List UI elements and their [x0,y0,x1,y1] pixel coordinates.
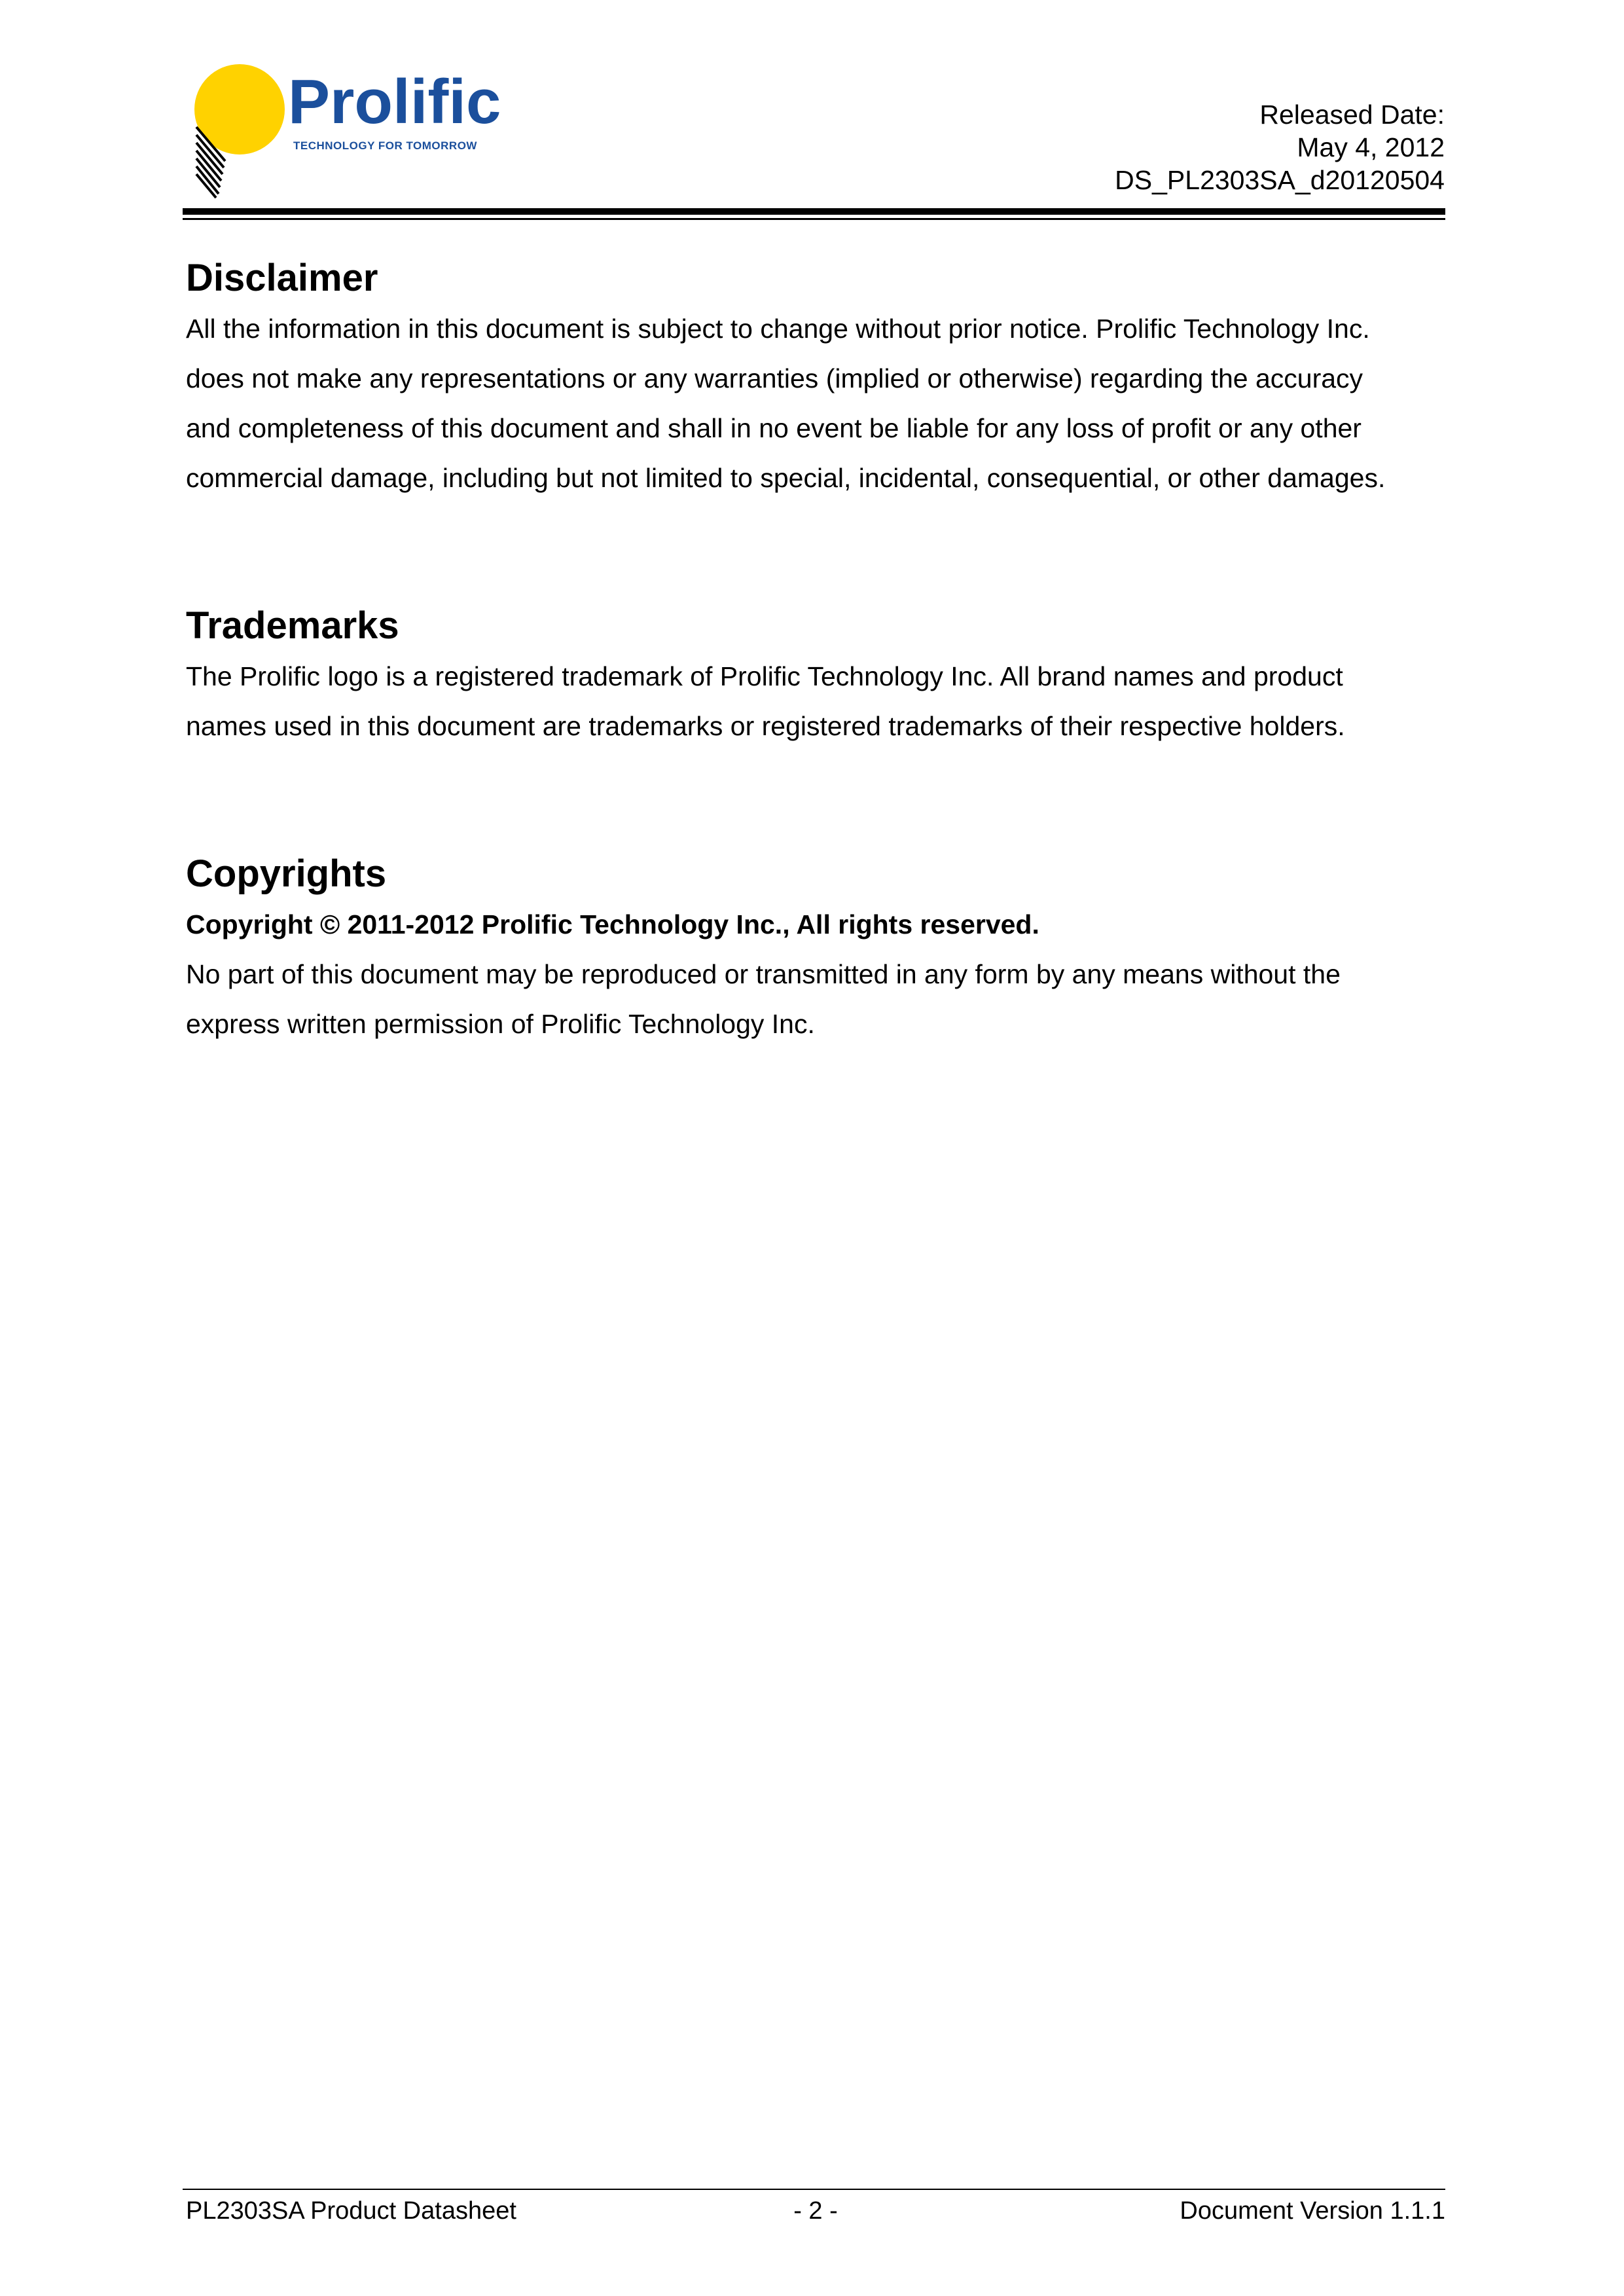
released-date: May 4, 2012 [1297,132,1445,162]
disclaimer-line: All the information in this document is subject to change without prior notice. Prolific Technology Inc. [186,314,1370,344]
document-id: DS_PL2303SA_d20120504 [1115,165,1445,195]
disclaimer-line: and completeness of this document and shall in no event be liable for any loss of profit or any other [186,413,1362,443]
disclaimer-title: Disclaimer [186,257,378,299]
trademarks-section [186,600,1449,751]
footer-product-name: PL2303SA Product Datasheet [186,2197,516,2225]
logo-tagline: TECHNOLOGY FOR TOMORROW [293,139,477,152]
released-label: Released Date: [1259,100,1445,130]
copyright-notice: Copyright © 2011-2012 Prolific Technology Inc., All rights reserved. [186,909,1039,939]
prolific-logo [190,63,530,200]
copyrights-line: express written permission of Prolific Technology Inc. [186,1009,815,1039]
trademarks-line: names used in this document are trademarks or registered trademarks of their respective holders. [186,711,1345,741]
trademarks-title: Trademarks [186,604,399,647]
trademarks-line: The Prolific logo is a registered trademark of Prolific Technology Inc. All brand names and product [186,661,1343,691]
main-content [186,253,1449,1049]
copyrights-title: Copyrights [186,852,387,895]
logo-wordmark: Prolific [288,67,501,137]
copyrights-line: No part of this document may be reproduced or transmitted in any form by any means without the [186,959,1341,989]
copyrights-section [186,848,1449,1049]
disclaimer-section [186,253,1449,503]
header-rule-thick [183,208,1445,215]
disclaimer-line: does not make any representations or any warranties (implied or otherwise) regarding the accuracy [186,363,1363,393]
footer-doc-version: Document Version 1.1.1 [1180,2197,1445,2225]
footer-rule [183,2189,1445,2190]
footer-page-number: - 2 - [793,2197,838,2225]
header-rule-thin [183,218,1445,220]
header-meta [1115,98,1445,196]
prolific-logo-icon [190,63,530,200]
disclaimer-line: commercial damage, including but not limited to special, incidental, consequential, or other damages. [186,463,1386,493]
